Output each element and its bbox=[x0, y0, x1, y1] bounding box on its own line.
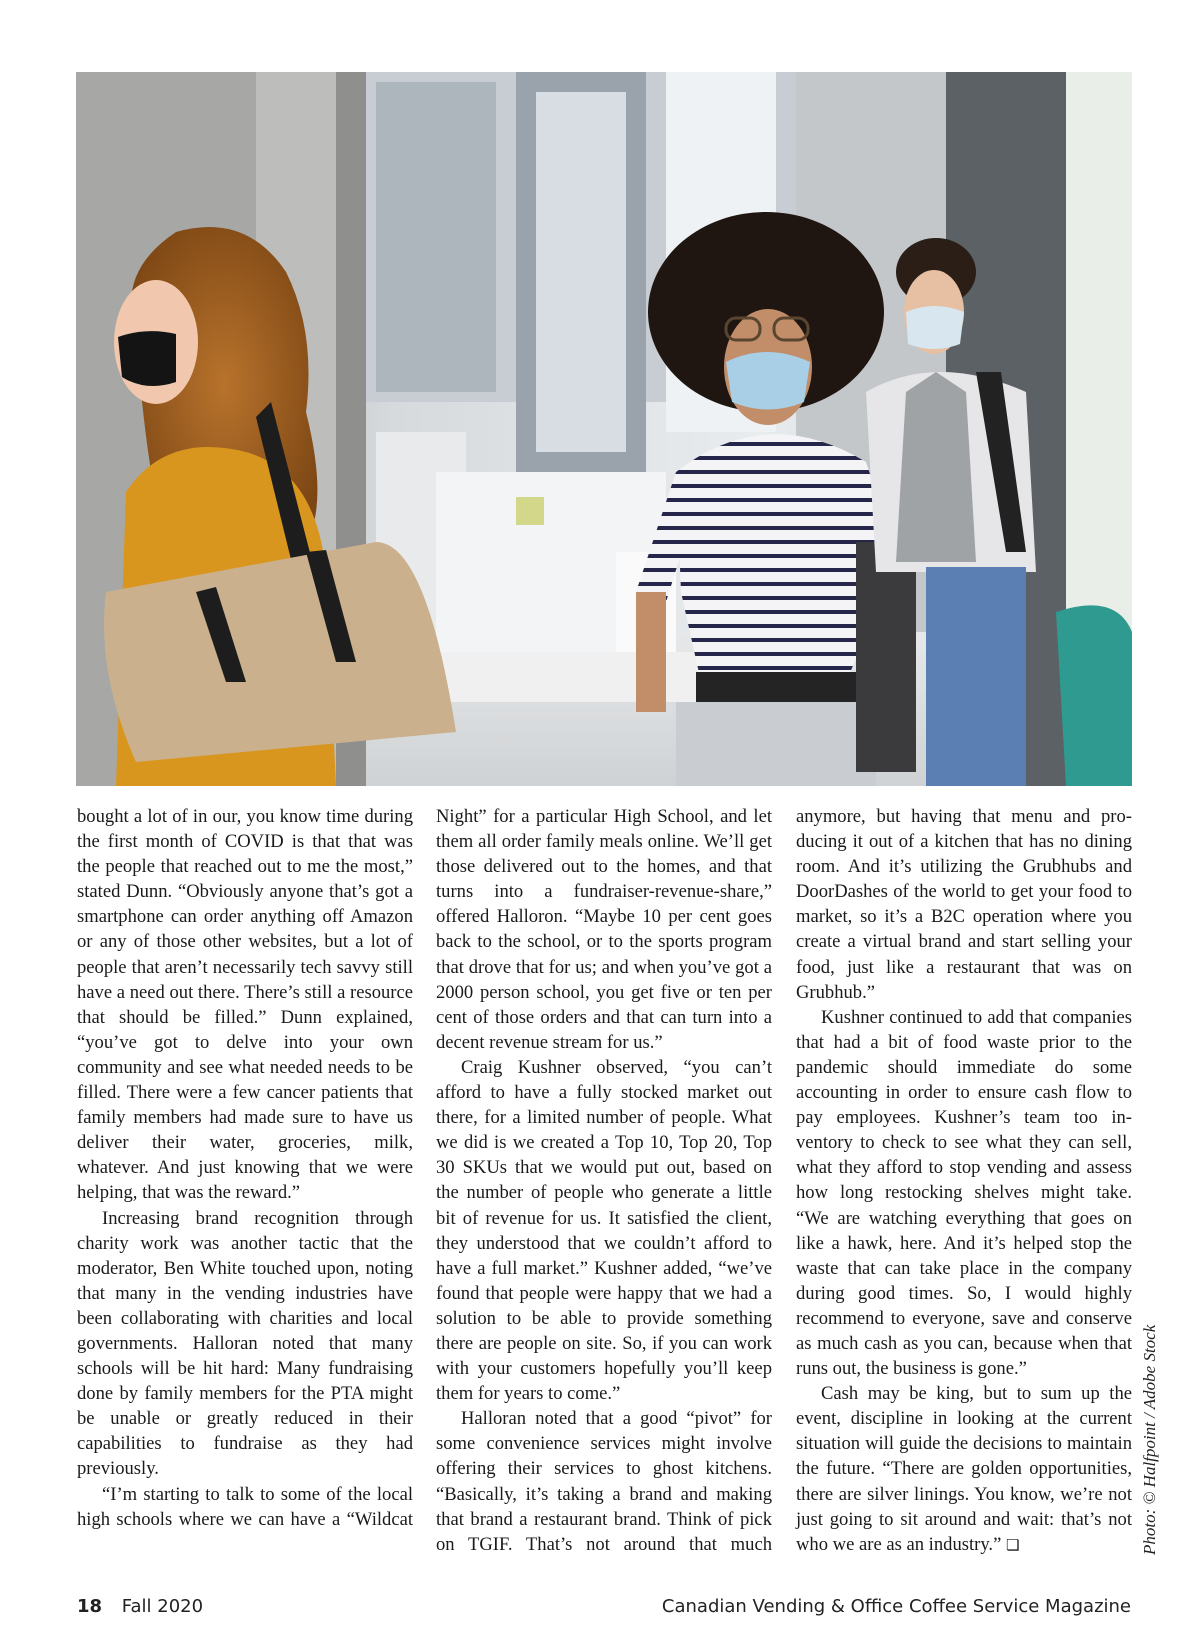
page-number: 18 bbox=[77, 1596, 103, 1617]
paragraph: bought a lot of in our, you know time during the first month of COVID is that that was the people that reached out to me the most,” stated Dunn. “Obviously anyone that’s got a smartphone can order anything off Amazon or any of those other websites, but a lot of people that aren’t necessarily tech savvy still have a need out there. There’s still a resource that should be filled.” Dunn explained, “you’ve got to delve into your own community and see what needed needs to be filled. There were a few cancer patients that family members had made sure to have us deliver their water, groceries, milk, whatever. And just knowing that we were helping, that was the reward.” bbox=[77, 806, 413, 1204]
paragraph: Halloran noted that a good “pivot” for some convenience services might involve offering their services to ghost kitchens. “Basically, it’s taking a brand and making that brand a restaurant brand. Think of pick on TGIF. That’s not around that much bbox=[436, 1408, 772, 1555]
article-photo bbox=[76, 72, 1132, 786]
paragraph: Kushner continued to add that companies that had a bit of food waste prior to the pandemic should immediate do some accounting in order to ensure cash flow to pay employees. Kushner’s team too inventory to check to see what they can sell, what they afford to stop vending and assess how long restocking shelves might take. “We are watching everything that goes on like a hawk, here. And it’s helped stop the waste that can take place in the company during good times. So, I would highly recommend to everyone, save and conserve as much cash as you can, because when that runs out, the business is gone.” bbox=[796, 1006, 1132, 1380]
paragraph-final bbox=[796, 1381, 1132, 1558]
paragraph: “I’m starting to talk to some of the local high schools where we can have a “Wildcat bbox=[77, 1483, 413, 1530]
photo-credit: Photo: © Halfpoint / Adobe Stock bbox=[1140, 1324, 1159, 1555]
office-scene-illustration bbox=[76, 72, 1132, 786]
paragraph: Night” for a particular High School, and let them all order family meals online. We’ll get those delivered out to the homes, and that turns into a fundraiser-revenue-share,” offered Halloron. “Maybe 10 per cent goes back to the school, or to the sports program that drove that for us; and when you’ve got a 2000 person school, you get five or ten per cent of those orders and that can turn into a decent revenue stream for us.” bbox=[436, 806, 772, 1053]
paragraph: anymore, but having that menu and producing it out of a kitchen that has no dining room. And it’s utilizing the Grubhubs and DoorDashes of the world to get your food to market, so it’s a B2C operation where you create a virtual brand and start selling your food, just like a restaurant that was on Grubhub.” bbox=[796, 806, 1132, 1003]
article-column-3 bbox=[796, 804, 1132, 1558]
magazine-title: Canadian Vending & Office Coffee Service Magazine bbox=[661, 1596, 1131, 1617]
footer-left bbox=[77, 1596, 203, 1617]
article-column-1 bbox=[77, 804, 413, 1532]
article-column-2 bbox=[436, 804, 772, 1557]
end-of-article-icon: ❏ bbox=[1005, 1535, 1020, 1554]
paragraph: Increasing brand recognition through charity work was another tactic that the moderator, Ben White touched upon, noting that many in the vending industries have been collaborating with charities and local governments. Halloran noted that many schools will be hit hard: Many fundraising done by family members for the PTA might be unable or greatly reduced in their capabilities to fundraise as they had previously. bbox=[77, 1207, 413, 1480]
paragraph-text: Cash may be king, but to sum up the event, discipline in looking at the current situation will guide the decisions to maintain the future. “There are golden opportunities, there are silver linings. You know, we’re not just going to sit around and wait: that’s not who we are as an industry.” bbox=[796, 1383, 1132, 1555]
issue-label: Fall 2020 bbox=[121, 1596, 204, 1617]
paragraph: Craig Kushner observed, “you can’t afford to have a fully stocked market out there, for a limited number of people. What we did is we created a Top 10, Top 20, Top 30 SKUs that we would put out, based on the number of people who generate a little bit of revenue for us. It satisfied the client, they understood that we couldn’t afford to have a full market.” Kushner added, “we’ve found that people were happy that we had a solution to be able to provide something there are people on site. So, if you can work with your customers hopefully you’ll keep them for years to come.” bbox=[436, 1056, 772, 1405]
